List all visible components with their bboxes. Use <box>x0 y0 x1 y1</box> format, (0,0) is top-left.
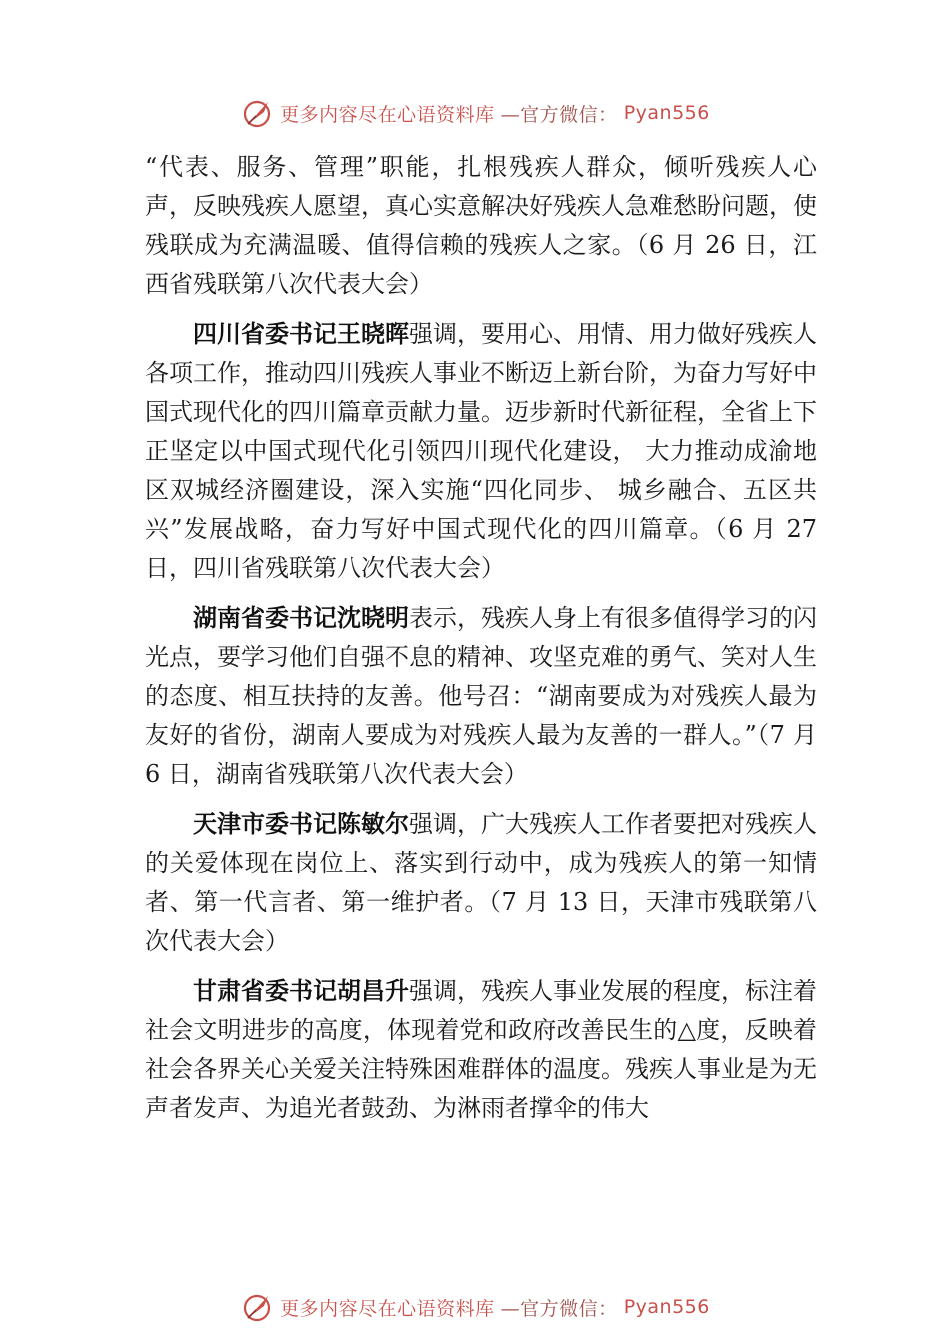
footer-watermark <box>0 1292 950 1322</box>
watermark-text: 更多内容尽在心语资料库 <box>280 1297 495 1320</box>
speaker-name: 甘肃省委书记胡昌升 <box>193 977 409 1005</box>
watermark-wechat-id: Pyan556 <box>623 1296 710 1318</box>
quill-logo-icon <box>240 1292 274 1322</box>
watermark-label: —官方微信： <box>500 103 618 126</box>
watermark-label: —官方微信： <box>500 1297 618 1320</box>
paragraph-body: 强调，广大残疾人工作者要把对残疾人的关爱体现在岗位上、落实到行动中，成为残疾人的第一知情者、第一代言者、第一维护者。（7 月 13 日，天津市残联第八次代表大会） <box>145 810 817 955</box>
speaker-name: 湖南省委书记沈晓明 <box>193 604 409 632</box>
watermark-wechat-id: Pyan556 <box>623 102 710 124</box>
paragraph-tianjin <box>145 805 817 961</box>
watermark-text: 更多内容尽在心语资料库 <box>280 103 495 126</box>
paragraph-body: “代表、服务、管理”职能，扎根残疾人群众，倾听残疾人心声，反映残疾人愿望，真心实意解决好残疾人急难愁盼问题，使残联成为充满温暖、值得信赖的残疾人之家。（6 月 26 日，江西省残联第八次代表大会） <box>145 153 817 298</box>
speaker-name: 天津市委书记陈敏尔 <box>193 810 409 838</box>
paragraph-hunan <box>145 599 817 794</box>
body-text <box>145 148 817 1139</box>
paragraph-continued <box>145 148 817 304</box>
speaker-name: 四川省委书记王晓晖 <box>193 320 409 348</box>
paragraph-body: 表示，残疾人身上有很多值得学习的闪光点，要学习他们自强不息的精神、攻坚克难的勇气、笑对人生的态度、相互扶持的友善。他号召：“湖南要成为对残疾人最为友好的省份，湖南人要成为对残疾人最为友善的一群人。”（7 月 6 日，湖南省残联第八次代表大会） <box>145 604 817 788</box>
paragraph-body: 强调，要用心、用情、用力做好残疾人各项工作，推动四川残疾人事业不断迈上新台阶，为奋力写好中国式现代化的四川篇章贡献力量。迈步新时代新征程，全省上下正坚定以中国式现代化引领四川现代化建设， 大力推动成渝地区双城经济圈建设，深入实施“四化同步、 城乡融合、五区共兴”发展战略，奋力写好中国式现代化的四川篇章。（6 月 27 日，四川省残联第八次代表大会） <box>145 320 817 582</box>
paragraph-body: 强调，残疾人事业发展的程度，标注着社会文明进步的高度，体现着党和政府改善民生的△度，反映着社会各界关心关爱关注特殊困难群体的温度。残疾人事业是为无声者发声、为追光者鼓劲、为淋雨者撑伞的伟大 <box>145 977 817 1122</box>
quill-logo-icon <box>240 98 274 128</box>
paragraph-gansu <box>145 972 817 1128</box>
header-watermark <box>0 98 950 128</box>
paragraph-sichuan <box>145 315 817 588</box>
